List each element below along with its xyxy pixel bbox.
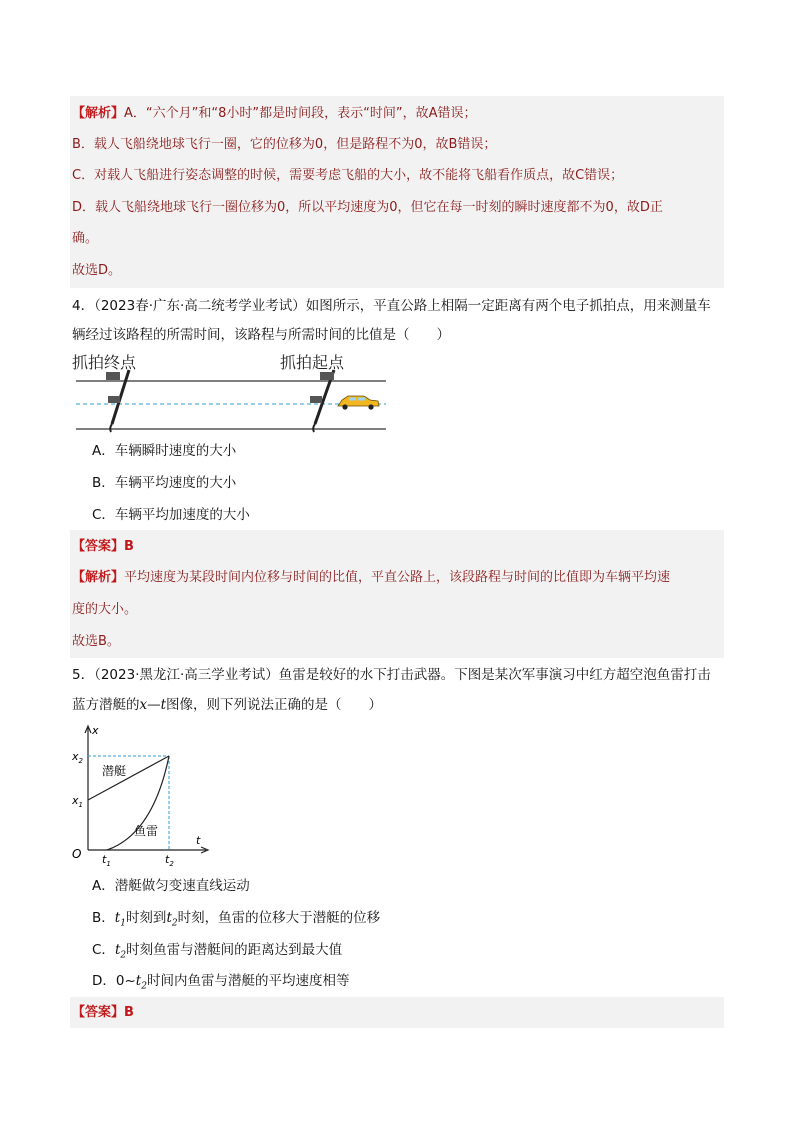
q5-stem-line-1: 5．（2023·黑龙江·高三学业考试）鱼雷是较好的水下打击武器。下图是某次军事演习中红方超空泡鱼雷打击 [72,667,711,683]
y-axis-label: x [92,724,99,737]
tick-x2: $x_2$ [72,750,83,765]
prev-solution-box [70,96,724,288]
q4-answer-box [70,530,724,658]
label-submarine: 潜艇 [102,764,127,778]
prev-solution-line-4: D．载人飞船绕地球飞行一圈位移为0，所以平均速度为0，但它在每一时刻的瞬时速度都不为0，故D正 [72,200,663,215]
q5-option-c: C．$t_2$时刻鱼雷与潜艇间的距离达到最大值 [92,942,343,961]
q5-option-b: B．$t_1$时刻到$t_2$时刻，鱼雷的位移大于潜艇的位移 [92,910,381,929]
q5-xt-graph [68,722,218,868]
prev-solution-line-5: 确。 [72,231,99,246]
prev-solution-line-3: C．对载人飞船进行姿态调整的时候，需要考虑飞船的大小，故不能将飞船看作质点，故C错误； [72,168,624,183]
q4-stem-line-1: 4．（2023春·广东·高二统考学业考试）如图所示，平直公路上相隔一定距离有两个电子抓拍点，用来测量车 [72,298,711,314]
prev-solution-conclusion: 故选D。 [72,263,122,278]
submarine-line [88,756,169,800]
origin-label: O [72,847,82,861]
tick-t2: $t_2$ [165,853,174,868]
tick-x1: $x_1$ [72,794,83,809]
label-torpedo: 鱼雷 [134,824,159,838]
q4-road-figure [72,350,392,434]
q5-answer-box [70,997,724,1028]
label-capture-start: 抓拍起点 [280,353,345,372]
q4-stem-line-2: 辆经过该路程的所需时间，该路程与所需时间的比值是（ ） [72,327,450,343]
q5-answer: 【答案】B [72,1005,134,1020]
camera-pole-start-icon [310,370,334,432]
q4-solution-line-1: 【解析】平均速度为某段时间内位移与时间的比值，平直公路上，该段路程与时间的比值即为车辆平均速 [72,570,671,585]
q4-conclusion: 故选B。 [72,634,120,649]
tick-t1: $t_1$ [102,853,111,868]
q4-answer: 【答案】B [72,539,134,554]
car-icon [338,396,379,410]
label-capture-end: 抓拍终点 [72,353,137,372]
q4-option-c: C．车辆平均加速度的大小 [92,507,250,523]
q5-option-d: D．$0\sim t_2$时间内鱼雷与潜艇的平均速度相等 [92,973,350,992]
camera-pole-end-icon [106,370,129,432]
q4-option-b: B．车辆平均速度的大小 [92,475,237,491]
x-axis-label: t [196,834,201,847]
prev-solution-line-2: B．载人飞船绕地球飞行一圈，它的位移为0，但是路程不为0，故B错误； [72,137,497,152]
q5-option-a: A．潜艇做匀变速直线运动 [92,878,250,894]
q5-stem-line-2: 蓝方潜艇的x—t图像，则下列说法正确的是（ ） [72,697,383,713]
prev-solution-line-1: 【解析】A．“六个月”和“8小时”都是时间段，表示“时间”，故A错误； [72,106,477,121]
q4-solution-line-2: 度的大小。 [72,602,138,617]
q4-option-a: A．车辆瞬时速度的大小 [92,443,237,459]
solution-tag: 【解析】 [72,106,125,121]
